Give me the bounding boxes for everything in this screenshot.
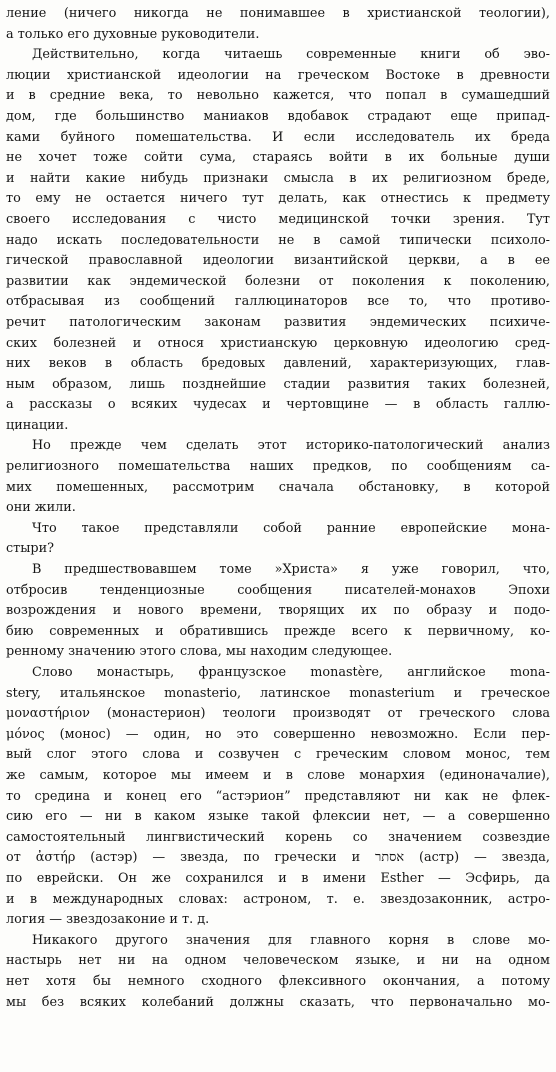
text-line: Действительно, когда читаешь современные книги об эво-	[32, 47, 550, 63]
text-line: отбросив тенденциозные сообщения писателей-монахов Эпохи	[6, 582, 550, 598]
text-line: мих помешенных, рассмотрим сначала обстановку, в которой	[6, 479, 550, 495]
text-line: самостоятельный лингвистический корень со значением созвездие	[6, 829, 550, 845]
text-line: В предшествовавшем томе »Христа» я уже говорил, что,	[32, 562, 550, 578]
text-line: они жили.	[6, 500, 76, 516]
text-line: Слово монастырь, французское monastère, английское mona-	[32, 665, 550, 680]
text-line: то ему не остается ничего тут делать, как отнестись к предмету	[6, 191, 550, 207]
text-line: речит патологическим законам развития эндемических психиче-	[6, 314, 550, 330]
para-2	[6, 436, 550, 518]
text-line: Никакого другого значения для главного корня в слове мо-	[32, 932, 550, 948]
text-line: нет хотя бы немного сходного флексивного окончания, а потому	[6, 973, 550, 989]
text-line: по еврейски. Он же сохранился и в имени Esther — Эсфирь, да	[6, 870, 550, 886]
text-line: своего исследования с чисто медицинской точки зрения. Тут	[6, 211, 550, 227]
text-line: а рассказы о всяких чудесах и чертовщине — в область галлю-	[6, 397, 550, 413]
text-line: возрождения и нового времени, творящих их по образу и подо-	[6, 603, 550, 619]
text-line: дом, где большинство маниаков вдобавок страдают еще припад-	[6, 108, 550, 124]
text-line: люции христианской идеологии на греческом Востоке в древности	[6, 67, 550, 83]
text-line: развитии как эндемической болезни от поколения к поколению,	[6, 273, 550, 289]
text-line: настырь нет ни на одном человеческом языке, и ни на одном	[6, 953, 550, 969]
text-line: бию современных и обратившись прежде всего к первичному, ко-	[6, 623, 550, 639]
text-line: ренному значению этого слова, мы находим следующее.	[6, 644, 393, 660]
text-line: них веков в область бредовых давлений, характеризующих, глав-	[6, 356, 550, 372]
text-line: и в международных словах: астроном, т. е. звездозаконник, астро-	[6, 891, 550, 907]
text-line: μόνος (монос) — один, но это совершенно невозможно. Если пер-	[6, 726, 550, 742]
text-line: ным образом, лишь позднейшие стадии развития таких болезней,	[6, 376, 550, 392]
text-line: религиозного помешательства наших предков, по сообщениям са-	[6, 459, 550, 475]
text-line: ками буйного помешательства. И если исследователь их бреда	[6, 129, 550, 145]
text-line: мы без всяких колебаний должны сказать, что первоначально мо-	[6, 994, 550, 1010]
text-line: вый слог этого слова и созвучен с греческим словом монос, тем	[6, 747, 550, 763]
text-line: же самым, которое мы имеем и в слове монархия (единоначалие),	[6, 767, 550, 783]
text-line: Но прежде чем сделать этот историко-патологический анализ	[32, 438, 550, 454]
para-5	[6, 663, 550, 931]
para-4	[6, 560, 550, 663]
text-line: сию его — ни в каком языке такой флексии нет, — а совершенно	[6, 809, 550, 825]
para-3	[6, 519, 550, 560]
para-6	[6, 931, 550, 1013]
text-line: от ἀστήρ (астэр) — звезда, по гречески и אסתר (астр) — звезда,	[6, 850, 550, 866]
text-line: не хочет тоже сойти сума, стараясь войти в их больные души	[6, 150, 550, 166]
text-line: то средина и конец его “астэрион” представляют ни как не флек-	[6, 788, 550, 804]
text-line: μοναστήριον (монастерион) теологи производят от греческого слова	[6, 706, 550, 722]
text-line: надо искать последовательности не в самой типически психоло-	[6, 232, 550, 248]
text-line: и в средние века, то невольно кажется, что попал в сумашедший	[6, 88, 550, 104]
text-line: Что такое представляли собой ранние европейские мона-	[32, 520, 550, 536]
text-line: ских болезней и относя христианскую церковную идеологию сред-	[6, 335, 550, 351]
text-line: а только его духовные руководители.	[6, 26, 260, 42]
para-0	[6, 4, 550, 45]
text-line: цинации.	[6, 417, 69, 433]
text-line: ление (ничего никогда не понимавшее в христианской теологии),	[6, 6, 550, 21]
text-line: гической православной идеологии византийской церкви, а в ее	[6, 253, 550, 269]
text-line: отбрасывая из сообщений галлюцинаторов все то, что противо-	[6, 294, 550, 310]
text-line: стыри?	[6, 541, 55, 557]
text-line: и найти какие нибудь признаки смысла в их религиозном бреде,	[6, 170, 550, 186]
para-1	[6, 45, 550, 436]
text-line: логия — звездозаконие и т. д.	[6, 912, 210, 928]
text-line: stery, итальянское monasterio, латинское monasterium и греческое	[6, 685, 550, 701]
